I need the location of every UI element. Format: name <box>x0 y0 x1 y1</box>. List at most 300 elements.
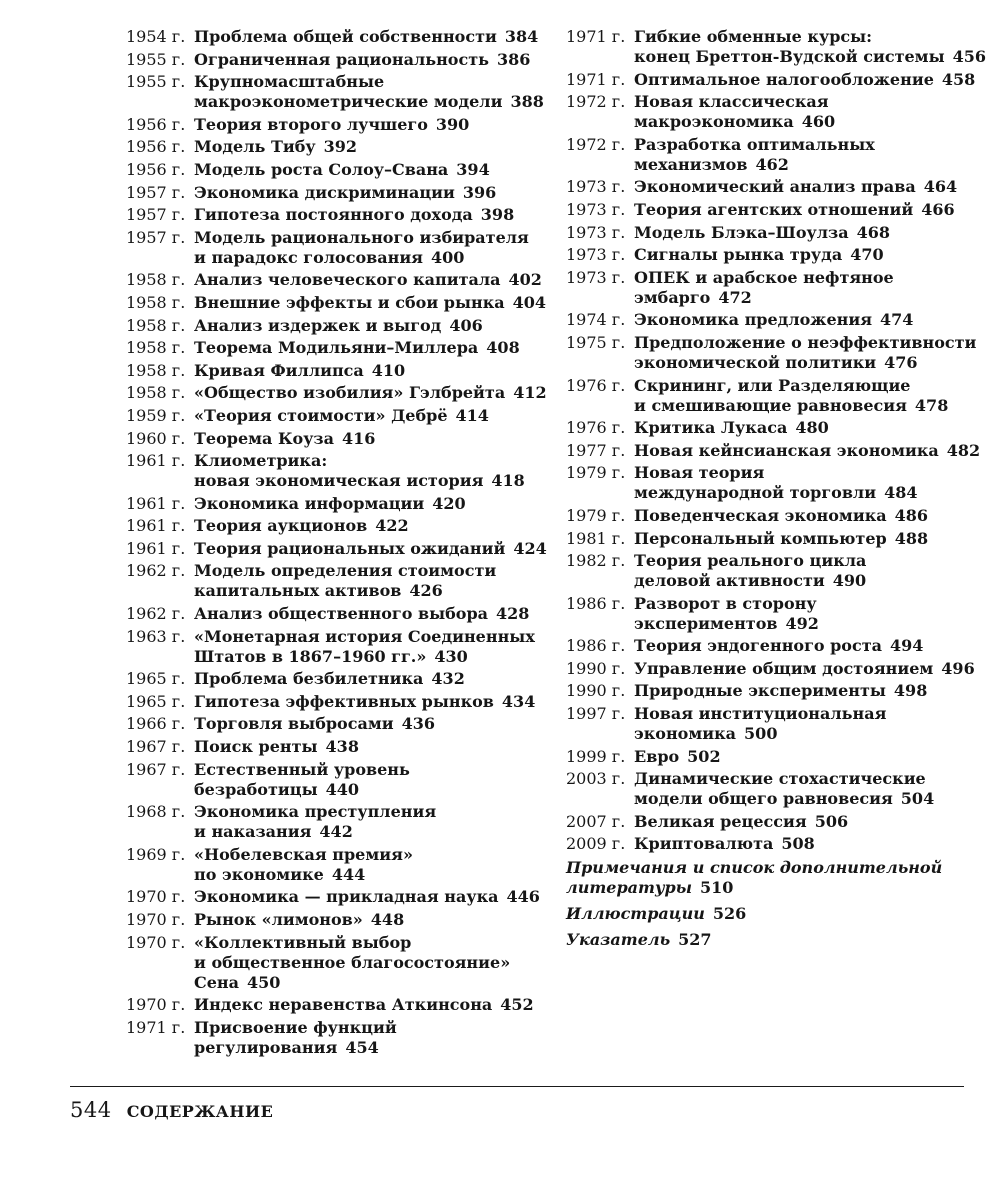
toc-entry-title-text: Великая рецессия <box>634 811 807 831</box>
toc-entry-page: 468 <box>856 222 891 242</box>
toc-entry-title-line <box>634 704 986 724</box>
toc-entry-title-text: «Коллективный выбор <box>194 932 412 952</box>
toc-back-matter-text: Иллюстрации <box>566 904 705 924</box>
toc-entry-title-text: Новая теория <box>634 463 765 483</box>
toc-entry-page: 412 <box>513 383 547 403</box>
toc-entry-title-text: «Общество изобилия» Гэлбрейта <box>194 383 506 403</box>
toc-entry <box>566 245 986 265</box>
toc-entry-title <box>194 137 546 157</box>
toc-entry-title-line <box>634 200 986 220</box>
toc-entry-title-text: Природные эксперименты <box>634 681 886 701</box>
toc-entry-page: 420 <box>432 493 466 513</box>
toc-entry-title <box>194 228 546 268</box>
toc-entry <box>126 737 546 757</box>
toc-entry <box>566 200 986 220</box>
toc-entry-title-line <box>194 1018 546 1038</box>
toc-entry-title-line <box>634 333 986 353</box>
toc-entry-title <box>634 834 986 854</box>
toc-entry-page: 504 <box>900 789 935 809</box>
toc-entry-title-text: Присвоение функций <box>194 1017 397 1037</box>
toc-entry-title-line <box>194 714 546 734</box>
toc-entry-title <box>194 516 546 536</box>
toc-entry-title <box>194 760 546 800</box>
toc-entry-title-text: экономика <box>634 724 737 744</box>
toc-entry-year: 1956 г. <box>126 114 186 134</box>
toc-entry-page: 444 <box>331 864 366 884</box>
toc-entry-page: 394 <box>456 159 490 179</box>
toc-entry-title <box>634 441 986 461</box>
toc-entry-title-line <box>634 636 986 656</box>
toc-entry <box>126 115 546 135</box>
toc-entry-page: 450 <box>247 972 281 992</box>
toc-entry-year: 2003 г. <box>566 769 626 789</box>
toc-entry-page: 428 <box>496 604 530 624</box>
toc-entry-title-line <box>634 112 986 132</box>
toc-entry-title-text: Новая институциональная <box>634 704 887 724</box>
toc-entry-page: 490 <box>832 571 867 591</box>
toc-entry-title-line <box>634 310 986 330</box>
toc-entry-title <box>634 812 986 832</box>
toc-entry-page: 486 <box>894 505 929 525</box>
toc-entry-title-line <box>194 539 547 559</box>
toc-entry-title-text: Теория эндогенного роста <box>634 636 882 656</box>
toc-entry <box>126 887 546 907</box>
toc-entry-title-text: и смешивающие равновесия <box>634 395 907 415</box>
toc-entry-title-text: Поиск ренты <box>194 737 318 757</box>
toc-entry <box>126 494 546 514</box>
toc-entry-title-text: Индекс неравенства Аткинсона <box>194 995 493 1015</box>
toc-entry-page: 426 <box>409 581 443 601</box>
toc-entry-page: 392 <box>323 137 358 157</box>
toc-back-matter-page: 510 <box>699 878 734 898</box>
toc-entry-title-line <box>194 406 546 426</box>
toc-entry-title-line <box>634 353 986 373</box>
toc-back-matter-text: литературы <box>566 878 692 898</box>
toc-entry-year: 1957 г. <box>126 205 186 225</box>
toc-entry-year: 1973 г. <box>566 245 626 265</box>
toc-entry-title-line <box>634 463 986 483</box>
toc-entry-title-line <box>634 92 986 112</box>
toc-entry-page: 472 <box>718 287 752 307</box>
toc-entry-year: 1982 г. <box>566 551 626 571</box>
toc-entry-title-text: экономической политики <box>634 352 877 372</box>
toc-entry <box>126 1018 546 1058</box>
toc-entry-year: 1956 г. <box>126 137 186 157</box>
toc-entry-title-text: Крупномасштабные <box>194 72 385 92</box>
toc-entry-year: 1955 г. <box>126 72 186 92</box>
toc-entry-page: 386 <box>496 49 531 69</box>
toc-entry-title-line <box>634 376 986 396</box>
toc-entry-title-text: модели общего равновесия <box>634 789 893 809</box>
toc-entry-title-text: Клиометрика: <box>194 451 328 471</box>
toc-entry-title <box>194 293 546 313</box>
toc-entry-year: 1969 г. <box>126 844 186 864</box>
toc-entry-title-line <box>194 115 546 135</box>
toc-entry-title <box>194 933 546 993</box>
toc-entry-title-text: Экономика предложения <box>634 310 873 330</box>
toc-entry-page: 390 <box>435 114 470 134</box>
toc-entry-title-text: Теорема Модильяни–Миллера <box>194 338 479 358</box>
toc-entry <box>566 70 986 90</box>
toc-entry-title-line <box>194 802 546 822</box>
toc-entry-title-text: экспериментов <box>634 613 778 633</box>
toc-entry-title <box>634 92 986 132</box>
toc-entry-title-line <box>194 581 546 601</box>
toc-entry-year: 1990 г. <box>566 658 626 678</box>
toc-entry-title-text: Экономика информации <box>194 493 425 513</box>
toc-entry-year: 1971 г. <box>566 27 626 46</box>
toc-entry-title-line <box>194 494 546 514</box>
toc-entry-page: 474 <box>880 310 914 330</box>
toc-entry <box>126 205 546 225</box>
toc-entry-title-text: капитальных активов <box>194 581 402 601</box>
toc-entry <box>126 451 546 491</box>
toc-entry-title-text: Анализ человеческого капитала <box>194 270 501 290</box>
toc-entry-year: 1973 г. <box>566 267 626 287</box>
toc-entry-year: 1990 г. <box>566 681 626 701</box>
toc-entry-year: 1958 г. <box>126 360 186 380</box>
toc-entry-title-text: Разворот в сторону <box>634 593 817 613</box>
toc-entry <box>566 769 986 809</box>
toc-entry-title <box>634 594 986 634</box>
toc-entry-title-line <box>634 551 986 571</box>
toc-entry-title-text: Динамические стохастические <box>634 769 926 789</box>
toc-back-matter <box>566 858 986 950</box>
toc-entry <box>126 516 546 536</box>
toc-entry-year: 1970 г. <box>126 910 186 929</box>
toc-entry-year: 1974 г. <box>566 310 626 330</box>
toc-entry-title-line <box>194 316 546 336</box>
toc-entry-year: 1961 г. <box>126 516 186 536</box>
toc-entry-title <box>194 115 546 135</box>
toc-back-matter-line <box>566 858 986 878</box>
toc-entry-title-line <box>634 747 986 767</box>
toc-entry-year: 1970 г. <box>126 887 186 907</box>
toc-entry-title-line <box>194 471 546 491</box>
toc-entry <box>566 223 986 243</box>
toc-entry <box>126 228 546 268</box>
toc-entry-title-text: Модель определения стоимости <box>194 561 497 581</box>
toc-entry-title-line <box>634 223 986 243</box>
toc-entry-title-text: по экономике <box>194 864 324 884</box>
toc-entry-year: 1975 г. <box>566 332 626 352</box>
toc-entry-title <box>634 268 986 308</box>
toc-entry-year: 1962 г. <box>126 561 186 581</box>
toc-entry-title-line <box>634 571 986 591</box>
toc-entry-title-text: безработицы <box>194 779 318 799</box>
toc-entry-title-line <box>194 627 546 647</box>
toc-entry-title <box>634 200 986 220</box>
toc-entry-title-line <box>194 933 546 953</box>
toc-entry-page: 388 <box>510 92 544 112</box>
toc-entry-title-text: новая экономическая история <box>194 471 484 491</box>
toc-entry-title <box>634 70 986 90</box>
toc-entry-year: 1958 г. <box>126 292 186 312</box>
toc-entry-title-line <box>634 812 986 832</box>
toc-entry-year: 1973 г. <box>566 222 626 242</box>
toc-entry-page: 480 <box>795 418 829 438</box>
toc-entry <box>566 659 986 679</box>
toc-entry <box>566 268 986 308</box>
toc-entry-page: 470 <box>850 245 884 265</box>
toc-entry-page: 384 <box>504 27 539 46</box>
toc-entry-title-line <box>194 361 546 381</box>
toc-entry-title-text: Модель Тибу <box>194 137 316 157</box>
toc-entry-title-line <box>194 910 546 930</box>
toc-entry <box>126 802 546 842</box>
toc-back-matter-text: Указатель <box>566 930 671 950</box>
toc-entry-page: 422 <box>375 516 409 536</box>
toc-entry <box>126 27 546 47</box>
toc-entry-title-line <box>194 137 546 157</box>
toc-entry <box>126 429 546 449</box>
toc-entry-title-text: Внешние эффекты и сбои рынка <box>194 292 505 312</box>
toc-entry-page: 418 <box>491 471 525 491</box>
toc-entry-title <box>194 494 546 514</box>
toc-entry-page: 414 <box>455 405 489 425</box>
toc-entry-year: 1970 г. <box>126 932 186 952</box>
toc-entry-title-text: Модель Блэка–Шоулза <box>634 222 849 242</box>
toc-entry-title-line <box>634 245 986 265</box>
toc-entry-title-line <box>194 270 546 290</box>
toc-entry-year: 1973 г. <box>566 177 626 197</box>
section-title: СОДЕРЖАНИЕ <box>126 1102 274 1121</box>
toc-entry-page: 406 <box>449 315 483 335</box>
toc-entry-title-text: Экономика дискриминации <box>194 182 455 202</box>
toc-entry-title <box>634 769 986 809</box>
toc-entry-page: 400 <box>431 247 465 267</box>
toc-entry-title-text: международной торговли <box>634 483 877 503</box>
toc-entry-title <box>194 604 546 624</box>
toc-entry-title-text: ОПЕК и арабское нефтяное <box>634 267 894 287</box>
toc-entry-page: 408 <box>486 338 520 358</box>
toc-entry-title-text: Управление общим достоянием <box>634 658 934 678</box>
toc-entry-title <box>194 737 546 757</box>
toc-entry-title-text: «Монетарная история Соединенных <box>194 626 535 646</box>
toc-back-matter-page: 527 <box>678 930 712 950</box>
toc-entry-title <box>194 270 546 290</box>
toc-entry-title-text: макроэкономика <box>634 112 794 132</box>
toc-entry-page: 454 <box>345 1037 379 1057</box>
toc-entry-page: 482 <box>946 440 981 460</box>
toc-entry-title-line <box>194 973 546 993</box>
toc-entry-title-line <box>194 995 546 1015</box>
toc-entry-year: 1999 г. <box>566 746 626 766</box>
toc-entry-year: 1961 г. <box>126 451 186 471</box>
toc-entry-page: 462 <box>755 154 789 174</box>
toc-entry-title <box>194 72 546 112</box>
toc-entry-title-line <box>634 659 986 679</box>
toc-entry-title <box>194 539 547 559</box>
toc-entry-title-line <box>194 72 546 92</box>
toc-entry-title <box>634 333 986 373</box>
toc-entry-title <box>634 636 986 656</box>
toc-entry-title <box>634 418 986 438</box>
toc-entry-year: 1968 г. <box>126 802 186 822</box>
toc-back-matter-line <box>566 904 986 924</box>
toc-entry-title <box>634 376 986 416</box>
toc-entry-year: 1971 г. <box>566 69 626 89</box>
toc-entry-title-line <box>634 268 986 288</box>
toc-entry-page: 446 <box>506 887 540 907</box>
toc-entry-year: 1981 г. <box>566 528 626 548</box>
toc-entry-title <box>194 910 546 930</box>
toc-entry-page: 432 <box>431 669 465 689</box>
toc-entry <box>566 834 986 854</box>
toc-entry-title-line <box>634 47 986 67</box>
toc-entry-title-text: Экономический анализ права <box>634 177 916 197</box>
toc-entry-title-line <box>194 604 546 624</box>
toc-entry <box>566 594 986 634</box>
toc-entry-title-text: деловой активности <box>634 571 825 591</box>
footer-rule <box>70 1086 964 1087</box>
toc-entry-year: 1957 г. <box>126 227 186 247</box>
toc-entry <box>126 692 546 712</box>
toc-left-column <box>126 27 546 1060</box>
toc-entry-title-line <box>194 953 546 973</box>
toc-entry-title <box>194 50 546 70</box>
toc-entry-page: 436 <box>401 714 435 734</box>
toc-entry-title-line <box>634 177 986 197</box>
toc-entry-title-line <box>634 614 986 634</box>
toc-entry-year: 1973 г. <box>566 199 626 219</box>
toc-entry-title <box>634 747 986 767</box>
toc-entry-year: 1955 г. <box>126 49 186 69</box>
toc-entry-title <box>194 714 546 734</box>
toc-right-column <box>566 27 986 956</box>
toc-entry <box>126 714 546 734</box>
toc-entry-page: 402 <box>508 270 542 290</box>
toc-entry-title-line <box>194 451 546 471</box>
toc-entry-title-line <box>634 483 986 503</box>
toc-entry-title <box>194 1018 546 1058</box>
toc-entry-year: 1959 г. <box>126 405 186 425</box>
toc-entry-title <box>194 692 546 712</box>
toc-entry-title-line <box>194 92 546 112</box>
toc-entry-title <box>194 383 547 403</box>
toc-entry-title-text: Теория агентских отношений <box>634 199 914 219</box>
toc-entry-year: 1967 г. <box>126 737 186 757</box>
toc-entry-title-text: Экономика преступления <box>194 802 437 822</box>
toc-entry-page: 492 <box>785 613 819 633</box>
toc-entry-title-line <box>634 418 986 438</box>
toc-entry-title-text: Сигналы рынка труда <box>634 245 843 265</box>
toc-entry-title-text: Анализ издержек и выгод <box>194 315 442 335</box>
toc-entry-year: 1972 г. <box>566 134 626 154</box>
toc-entry-title-text: «Нобелевская премия» <box>194 844 413 864</box>
toc-entry-title-line <box>634 529 986 549</box>
toc-entry-title-line <box>634 70 986 90</box>
toc-entry-title <box>634 135 986 175</box>
toc-entry-title <box>634 223 986 243</box>
toc-entry <box>566 529 986 549</box>
toc-entry-page: 464 <box>923 177 958 197</box>
toc-entry-page: 458 <box>941 69 976 89</box>
toc-entry-title-text: Гипотеза постоянного дохода <box>194 205 473 225</box>
toc-entry-title-line <box>634 594 986 614</box>
toc-entry-title-text: Разработка оптимальных <box>634 134 875 154</box>
toc-entry-title-text: Оптимальное налогообложение <box>634 69 934 89</box>
toc-entry-title-line <box>194 737 546 757</box>
toc-entry-title-text: Гибкие обменные курсы: <box>634 27 873 46</box>
toc-entry-title-line <box>194 845 546 865</box>
toc-entry-title-line <box>634 396 986 416</box>
toc-entry-title-line <box>194 248 546 268</box>
toc-entry <box>126 361 546 381</box>
toc-entry-title <box>634 463 986 503</box>
toc-entry-title <box>194 561 546 601</box>
toc-entry-title <box>194 205 546 225</box>
toc-entry-title-text: Персональный компьютер <box>634 528 887 548</box>
toc-entry <box>126 669 546 689</box>
toc-entry-title <box>194 887 546 907</box>
toc-entry-title-line <box>194 27 546 47</box>
toc-entry-title-text: макроэконометрические модели <box>194 92 503 112</box>
toc-entry-page: 442 <box>319 822 353 842</box>
toc-entry-title <box>194 406 546 426</box>
toc-entry-title-line <box>194 293 546 313</box>
toc-entry-title-text: Предположение о неэффективности <box>634 332 977 352</box>
toc-entry-title-text: Поведенческая экономика <box>634 505 887 525</box>
toc-entry-title-line <box>634 724 986 744</box>
toc-entry <box>126 338 546 358</box>
toc-entry <box>566 135 986 175</box>
toc-entry <box>126 845 546 885</box>
toc-entry-page: 460 <box>801 112 836 132</box>
toc-entry-title-text: регулирования <box>194 1037 338 1057</box>
page-number: 544 <box>70 1098 112 1122</box>
toc-entry-year: 2009 г. <box>566 834 626 854</box>
toc-entry-page: 488 <box>894 528 929 548</box>
toc-entry-title <box>194 429 546 449</box>
toc-entry-title-line <box>634 789 986 809</box>
toc-entry-title <box>634 551 986 591</box>
toc-entry-title-line <box>634 681 986 701</box>
toc-entry-page: 496 <box>941 658 975 678</box>
toc-entry-title-text: Сена <box>194 972 239 992</box>
toc-entry-title-text: Проблема общей собственности <box>194 27 497 46</box>
toc-entry <box>126 137 546 157</box>
toc-entry <box>566 681 986 701</box>
toc-entry-year: 1977 г. <box>566 440 626 460</box>
toc-entry-title-line <box>194 183 546 203</box>
toc-entry-title-line <box>634 135 986 155</box>
toc-entry-page: 506 <box>814 811 849 831</box>
toc-entry-title <box>634 245 986 265</box>
toc-entry-year: 1986 г. <box>566 636 626 656</box>
toc-entry-year: 1961 г. <box>126 538 186 558</box>
toc-entry <box>126 160 546 180</box>
toc-entry <box>566 310 986 330</box>
toc-entry-page: 494 <box>890 636 924 656</box>
toc-entry-title-text: механизмов <box>634 154 748 174</box>
toc-entry-year: 1986 г. <box>566 593 626 613</box>
toc-entry-year: 1979 г. <box>566 463 626 483</box>
toc-entry-page: 466 <box>921 199 955 219</box>
toc-entry-title-line <box>194 692 546 712</box>
toc-entry-title-text: Модель рационального избирателя <box>194 227 529 247</box>
toc-entry-year: 1997 г. <box>566 704 626 724</box>
toc-entry-title-line <box>634 506 986 526</box>
toc-entry-year: 1971 г. <box>126 1017 186 1037</box>
toc-entry-title-line <box>194 822 546 842</box>
toc-entry-title-text: и общественное благосостояние» <box>194 952 511 972</box>
toc-entry-title <box>194 802 546 842</box>
toc-back-matter-page: 526 <box>712 904 747 924</box>
toc-entry <box>126 406 546 426</box>
toc-entry-page: 430 <box>434 646 468 666</box>
toc-entry-title-text: Естественный уровень <box>194 759 410 779</box>
